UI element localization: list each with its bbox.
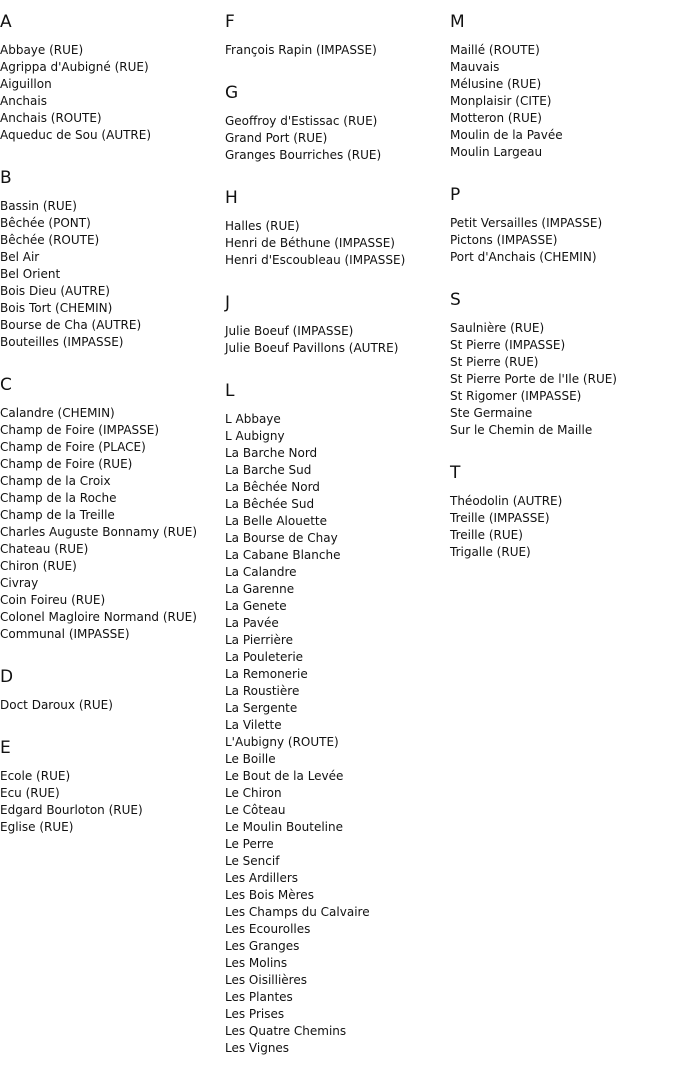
street-item: Mélusine (RUE) xyxy=(450,77,542,91)
street-item: Bel Orient xyxy=(0,267,61,281)
letter-heading: B xyxy=(0,168,12,188)
street-item: Chiron (RUE) xyxy=(0,559,77,573)
street-item: Treille (RUE) xyxy=(450,528,523,542)
letter-group-e xyxy=(0,736,225,836)
column-3 xyxy=(450,10,675,583)
street-item: St Pierre (RUE) xyxy=(450,355,539,369)
street-item: La Pierrière xyxy=(225,633,293,647)
street-item: Abbaye (RUE) xyxy=(0,43,84,57)
street-item: Aiguillon xyxy=(0,77,52,91)
street-item: Bassin (RUE) xyxy=(0,199,77,213)
street-item: La Genete xyxy=(225,599,287,613)
street-item: Bois Tort (CHEMIN) xyxy=(0,301,113,315)
street-list xyxy=(225,42,450,59)
column-1 xyxy=(0,10,225,858)
street-item: Aqueduc de Sou (AUTRE) xyxy=(0,128,152,142)
street-item: Ecole (RUE) xyxy=(0,769,71,783)
street-item: Les Prises xyxy=(225,1007,285,1021)
street-item: Théodolin (AUTRE) xyxy=(450,494,563,508)
letter-heading: M xyxy=(450,12,465,32)
letter-group-p xyxy=(450,183,675,266)
letter-heading: C xyxy=(0,375,12,395)
letter-heading: L xyxy=(225,381,235,401)
letter-group-l xyxy=(225,379,450,1057)
street-item: Champ de la Croix xyxy=(0,474,111,488)
street-item: Eglise (RUE) xyxy=(0,820,74,834)
letter-group-b xyxy=(0,166,225,351)
street-item: La Cabane Blanche xyxy=(225,548,341,562)
letter-heading: J xyxy=(225,293,231,313)
street-item: Bêchée (PONT) xyxy=(0,216,91,230)
street-item: St Rigomer (IMPASSE) xyxy=(450,389,582,403)
letter-group-t xyxy=(450,461,675,561)
street-item: Moulin de la Pavée xyxy=(450,128,563,142)
street-item: Coin Foireu (RUE) xyxy=(0,593,106,607)
street-item: Anchais xyxy=(0,94,47,108)
column-2 xyxy=(225,10,450,1079)
letter-group-h xyxy=(225,186,450,269)
letter-group-f xyxy=(225,10,450,59)
street-item: Henri d'Escoubleau (IMPASSE) xyxy=(225,253,406,267)
letter-heading: E xyxy=(0,738,11,758)
street-item: Le Côteau xyxy=(225,803,286,817)
street-item: Charles Auguste Bonnamy (RUE) xyxy=(0,525,198,539)
street-item: Sur le Chemin de Maille xyxy=(450,423,593,437)
street-item: Les Oisillières xyxy=(225,973,307,987)
letter-group-c xyxy=(0,373,225,643)
street-item: Les Vignes xyxy=(225,1041,290,1055)
street-item: Geoffroy d'Estissac (RUE) xyxy=(225,114,378,128)
street-item: L Aubigny xyxy=(225,429,285,443)
street-item: Chateau (RUE) xyxy=(0,542,89,556)
letter-heading: A xyxy=(0,12,12,32)
street-item: Motteron (RUE) xyxy=(450,111,542,125)
letter-heading: F xyxy=(225,12,235,32)
letter-group-m xyxy=(450,10,675,161)
street-item: Edgard Bourloton (RUE) xyxy=(0,803,143,817)
street-item: Moulin Largeau xyxy=(450,145,543,159)
street-item: La Barche Sud xyxy=(225,463,312,477)
street-item: Henri de Béthune (IMPASSE) xyxy=(225,236,395,250)
street-list xyxy=(450,493,675,561)
street-item: Grand Port (RUE) xyxy=(225,131,328,145)
street-item: Petit Versailles (IMPASSE) xyxy=(450,216,603,230)
street-item: Champ de la Treille xyxy=(0,508,115,522)
street-item: Halles (RUE) xyxy=(225,219,300,233)
street-item: Agrippa d'Aubigné (RUE) xyxy=(0,60,149,74)
street-item: Champ de Foire (IMPASSE) xyxy=(0,423,160,437)
street-item: Pictons (IMPASSE) xyxy=(450,233,558,247)
street-list xyxy=(450,320,675,439)
street-item: Le Boille xyxy=(225,752,276,766)
letter-group-a xyxy=(0,10,225,144)
street-item: L Abbaye xyxy=(225,412,281,426)
street-list xyxy=(225,113,450,164)
street-item: La Calandre xyxy=(225,565,297,579)
street-item: Le Moulin Bouteline xyxy=(225,820,343,834)
street-item: Les Bois Mères xyxy=(225,888,314,902)
street-item: Le Perre xyxy=(225,837,274,851)
letter-group-j xyxy=(225,291,450,357)
street-item: La Bourse de Chay xyxy=(225,531,338,545)
street-item: François Rapin (IMPASSE) xyxy=(225,43,377,57)
street-item: Civray xyxy=(0,576,39,590)
street-item: Les Molins xyxy=(225,956,288,970)
street-item: La Bêchée Nord xyxy=(225,480,320,494)
street-item: Les Plantes xyxy=(225,990,293,1004)
street-list xyxy=(0,697,225,714)
street-item: Saulnière (RUE) xyxy=(450,321,545,335)
street-item: Les Champs du Calvaire xyxy=(225,905,370,919)
street-item: La Remonerie xyxy=(225,667,308,681)
street-item: Mauvais xyxy=(450,60,500,74)
letter-heading: G xyxy=(225,83,239,103)
letter-heading: D xyxy=(0,667,14,687)
street-item: Calandre (CHEMIN) xyxy=(0,406,115,420)
street-item: Anchais (ROUTE) xyxy=(0,111,102,125)
street-item: Julie Boeuf Pavillons (AUTRE) xyxy=(225,341,399,355)
street-item: La Roustière xyxy=(225,684,300,698)
street-item: La Bêchée Sud xyxy=(225,497,315,511)
street-item: Ecu (RUE) xyxy=(0,786,60,800)
street-list xyxy=(0,42,225,144)
street-list xyxy=(0,405,225,643)
street-item: La Pouleterie xyxy=(225,650,304,664)
street-item: Bouteilles (IMPASSE) xyxy=(0,335,124,349)
street-list xyxy=(450,42,675,161)
street-item: Le Chiron xyxy=(225,786,282,800)
street-item: Trigalle (RUE) xyxy=(450,545,531,559)
street-item: Champ de la Roche xyxy=(0,491,117,505)
street-item: Ste Germaine xyxy=(450,406,533,420)
street-item: Champ de Foire (RUE) xyxy=(0,457,133,471)
street-item: Treille (IMPASSE) xyxy=(450,511,550,525)
street-item: Doct Daroux (RUE) xyxy=(0,698,113,712)
street-list xyxy=(225,323,450,357)
letter-heading: T xyxy=(450,463,461,483)
street-item: Port d'Anchais (CHEMIN) xyxy=(450,250,597,264)
street-item: Bois Dieu (AUTRE) xyxy=(0,284,110,298)
street-item: La Vilette xyxy=(225,718,282,732)
letter-heading: H xyxy=(225,188,238,208)
street-item: Champ de Foire (PLACE) xyxy=(0,440,146,454)
letter-heading: P xyxy=(450,185,461,205)
street-item: Colonel Magloire Normand (RUE) xyxy=(0,610,197,624)
street-item: L'Aubigny (ROUTE) xyxy=(225,735,339,749)
letter-group-g xyxy=(225,81,450,164)
letter-heading: S xyxy=(450,290,461,310)
street-item: La Belle Alouette xyxy=(225,514,327,528)
street-item: Maillé (ROUTE) xyxy=(450,43,540,57)
street-item: La Sergente xyxy=(225,701,298,715)
street-item: Le Bout de la Levée xyxy=(225,769,344,783)
street-list xyxy=(0,198,225,351)
street-item: Les Ecourolles xyxy=(225,922,311,936)
street-item: Les Granges xyxy=(225,939,300,953)
street-item: Les Ardillers xyxy=(225,871,299,885)
street-item: Julie Boeuf (IMPASSE) xyxy=(225,324,354,338)
street-item: Le Sencif xyxy=(225,854,280,868)
street-list xyxy=(0,768,225,836)
street-item: Bêchée (ROUTE) xyxy=(0,233,100,247)
street-item: Monplaisir (CITE) xyxy=(450,94,552,108)
street-item: Bourse de Cha (AUTRE) xyxy=(0,318,142,332)
street-list xyxy=(225,411,450,1057)
street-item: La Garenne xyxy=(225,582,295,596)
street-item: St Pierre (IMPASSE) xyxy=(450,338,566,352)
street-list xyxy=(450,215,675,266)
street-item: St Pierre Porte de l'Ile (RUE) xyxy=(450,372,617,386)
street-item: Granges Bourriches (RUE) xyxy=(225,148,382,162)
street-item: La Pavée xyxy=(225,616,279,630)
letter-group-s xyxy=(450,288,675,439)
street-item: La Barche Nord xyxy=(225,446,318,460)
letter-group-d xyxy=(0,665,225,714)
street-item: Communal (IMPASSE) xyxy=(0,627,130,641)
street-list xyxy=(225,218,450,269)
street-item: Bel Air xyxy=(0,250,40,264)
street-item: Les Quatre Chemins xyxy=(225,1024,347,1038)
